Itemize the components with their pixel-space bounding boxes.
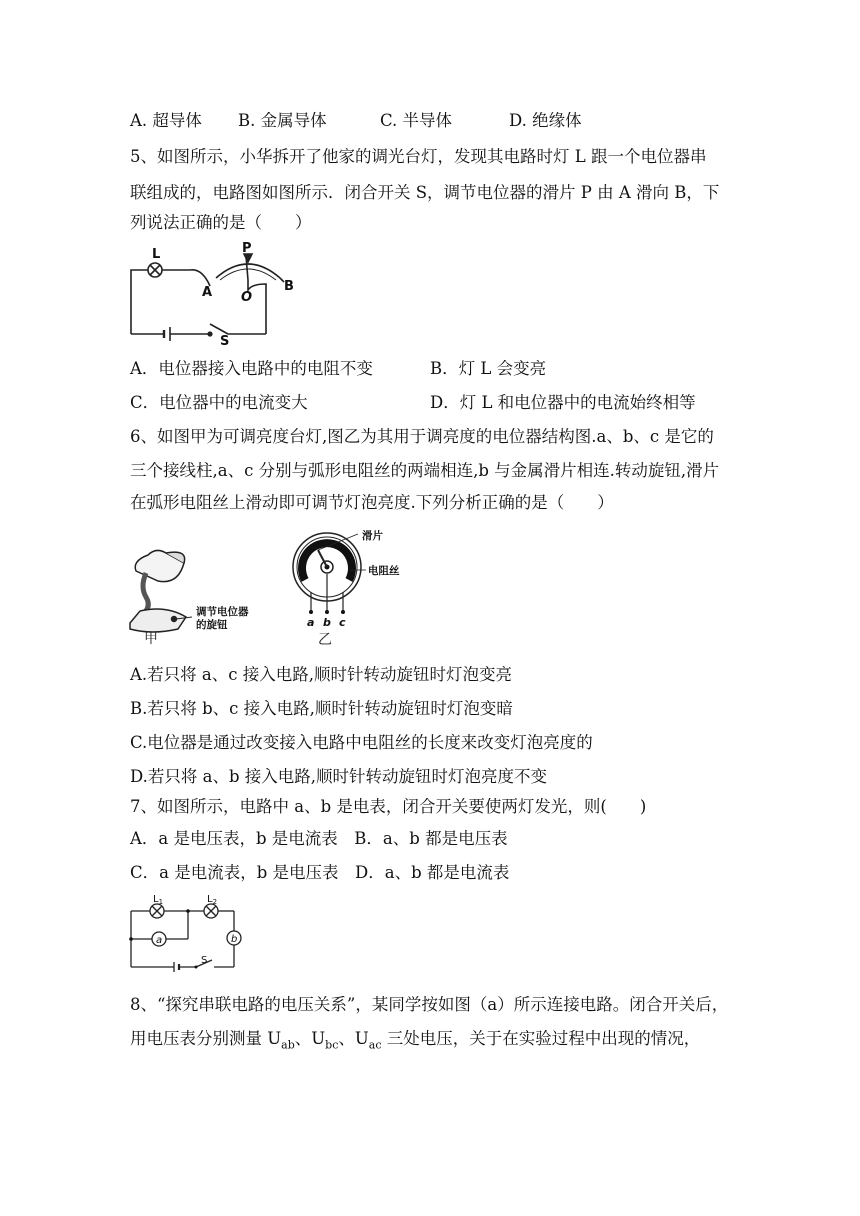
q6-terminal-c: c (339, 616, 346, 629)
q6-label-wire: 电阻丝 (368, 565, 400, 577)
q6-knob-label-1: 调节电位器 (196, 606, 249, 618)
q5-label-o: O (241, 290, 253, 305)
q5-label-l: L (152, 247, 161, 262)
q6-potentiometer-figure-yi (290, 530, 420, 648)
q6-label-jia: 甲 (144, 631, 158, 647)
q8-stem-line-1: 8、“探究串联电路的电压关系”，某同学按如图（a）所示连接电路。闭合开关后， (130, 995, 729, 1014)
q7-meter-b: b (231, 934, 238, 945)
q5-label-a: A (202, 285, 213, 300)
q6-label-slider: 滑片 (362, 530, 383, 542)
q6-label-yi: 乙 (318, 632, 332, 648)
q5-option-c: C．电位器中的电流变大 (130, 393, 308, 412)
q7-label-l2: $L_2$ (207, 894, 218, 906)
q6-terminal-b: b (323, 616, 331, 629)
q5-circuit-diagram (128, 240, 308, 349)
q7-meter-a: a (156, 935, 163, 946)
q6-lamp-figure-jia (126, 545, 266, 645)
q5-option-a: A．电位器接入电路中的电阻不变 (130, 359, 373, 378)
q7-options-line-2: C．a 是电流表，b 是电压表 D．a、b 都是电流表 (130, 863, 510, 882)
q6-stem-line-1: 6、如图甲为可调亮度台灯,图乙为其用于调亮度的电位器结构图.a、b、c 是它的 (130, 427, 714, 446)
q8-stem-line-2: 用电压表分别测量 $U_{ab}$、$U_{bc}$、$U_{ac}$ 三处电压，关于在实验过程中出现的情况， (130, 1029, 701, 1052)
q7-stem: 7、如图所示，电路中 a、b 是电表，闭合开关要使两灯发光，则( ) (130, 797, 647, 816)
q6-stem-line-2: 三个接线柱,a、c 分别与弧形电阻丝的两端相连,b 与金属滑片相连.转动旋钮,滑片 (130, 461, 720, 480)
q6-option-c: C.电位器是通过改变接入电路中电阻丝的长度来改变灯泡亮度的 (130, 733, 593, 752)
q5-stem-line-2: 联组成的，电路图如图所示．闭合开关 S，调节电位器的滑片 P 由 A 滑向 B，下 (130, 183, 720, 202)
q5-option-b: B．灯 L 会变亮 (430, 359, 547, 378)
q6-option-a: A.若只将 a、c 接入电路,顺时针转动旋钮时灯泡变亮 (130, 665, 512, 684)
q6-option-b: B.若只将 b、c 接入电路,顺时针转动旋钮时灯泡变暗 (130, 699, 513, 718)
q7-label-s: S (201, 955, 208, 966)
q5-label-s: S (220, 334, 230, 349)
q5-stem-line-1: 5、如图所示，小华拆开了他家的调光台灯，发现其电路时灯 L 跟一个电位器串 (130, 147, 707, 166)
q5-stem-line-3: 列说法正确的是（ ） (130, 213, 312, 232)
q5-option-d: D．灯 L 和电位器中的电流始终相等 (430, 393, 696, 412)
q6-stem-line-3: 在弧形电阻丝上滑动即可调节灯泡亮度.下列分析正确的是（ ） (130, 493, 614, 512)
q7-label-l1: $L_1$ (153, 894, 164, 906)
q4-option-c: C. 半导体 (380, 111, 453, 130)
q7-circuit-diagram (128, 893, 248, 973)
q7-options-line-1: A．a 是电压表，b 是电流表 B．a、b 都是电压表 (130, 829, 508, 848)
q6-terminal-a: a (307, 616, 315, 629)
q5-label-b: B (284, 279, 294, 294)
q5-label-p: P (242, 241, 252, 256)
q4-option-d: D. 绝缘体 (509, 111, 582, 130)
q6-option-d: D.若只将 a、b 接入电路,顺时针转动旋钮时灯泡亮度不变 (130, 767, 548, 786)
q6-knob-label-2: 的旋钮 (196, 619, 228, 631)
q4-option-b: B. 金属导体 (238, 111, 327, 130)
q4-option-a: A. 超导体 (130, 111, 202, 130)
